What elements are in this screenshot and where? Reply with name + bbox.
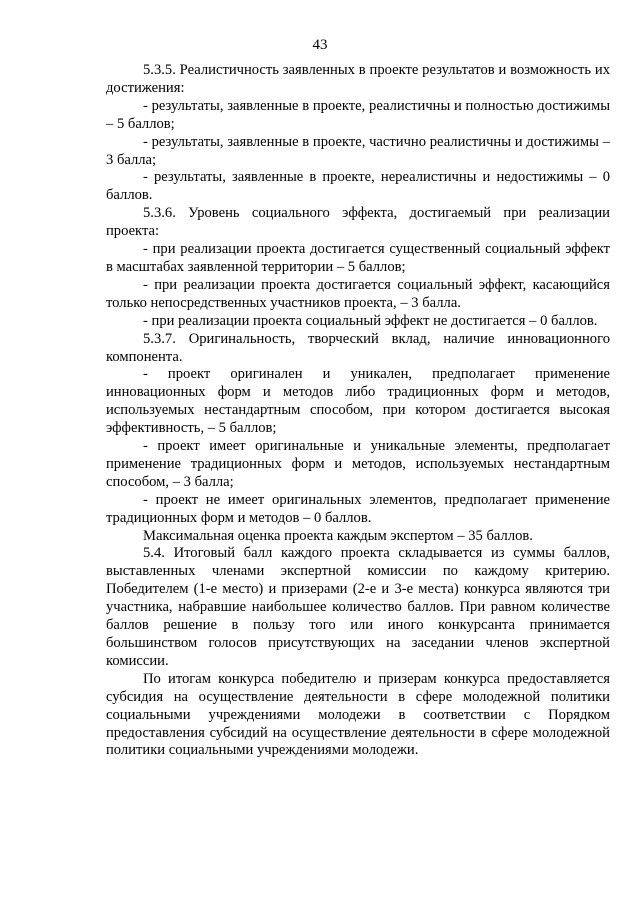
paragraph-list-item: - проект не имеет оригинальных элементов, предполагает применение традиционных форм и методов – 0 баллов. <box>106 491 610 526</box>
paragraph-list-item: - результаты, заявленные в проекте, реалистичны и полностью достижимы – 5 баллов; <box>106 97 610 132</box>
paragraph-5-3-7-heading: 5.3.7. Оригинальность, творческий вклад, наличие инновационного компонента. <box>106 330 610 365</box>
paragraph-list-item: - результаты, заявленные в проекте, частично реалистичны и достижимы – 3 балла; <box>106 133 610 168</box>
paragraph-list-item: - при реализации проекта достигается социальный эффект, касающийся только непосредственных участников проекта, – 3 балла. <box>106 276 610 311</box>
paragraph-list-item: - при реализации проекта достигается существенный социальный эффект в масштабах заявленной территории – 5 баллов; <box>106 241 610 275</box>
paragraph-5-3-5-heading: 5.3.5. Реалистичность заявленных в проекте результатов и возможность их достижения: <box>106 62 610 96</box>
paragraph-results-subsidy: По итогам конкурса победителю и призерам конкурса предоставляется субсидия на осуществление деятельности в сфере молодежной политики социальными учреждениями молодежи в соответствии с Порядком предоставления субсидий на осуществление деятельности в сфере молодежной политики социальными учреждениями молодежи. <box>106 670 610 759</box>
paragraph-list-item: - проект имеет оригинальные и уникальные элементы, предполагает применение традиционных форм и методов, используемых нестандартным способом, – 3 балла; <box>106 438 610 490</box>
paragraph-max-score: Максимальная оценка проекта каждым экспертом – 35 баллов. <box>143 527 533 544</box>
page-number: 43 <box>312 37 328 53</box>
paragraph-list-item: - при реализации проекта социальный эффект не достигается – 0 баллов. <box>143 312 598 329</box>
paragraph-list-item: - проект оригинален и уникален, предполагает применение инновационных форм и методов либо традиционных форм и методов, используемых нестандартным способом, при котором достигается высокая эффективность, – 5 баллов; <box>106 366 610 437</box>
paragraph-5-4: 5.4. Итоговый балл каждого проекта складывается из суммы баллов, выставленных членами экспертной комиссии по каждому критерию. Победителем (1-е место) и призерами (2-е и 3-е места) конкурса являются три участника, набравшие наибольшее количество баллов. При равном количестве баллов решение в пользу того или иного конкурсанта принимается большинством голосов присутствующих на заседании членов экспертной комиссии. <box>106 545 610 669</box>
paragraph-list-item: - результаты, заявленные в проекте, нереалистичны и недостижимы – 0 баллов. <box>106 169 610 204</box>
paragraph-5-3-6-heading: 5.3.6. Уровень социального эффекта, достигаемый при реализации проекта: <box>106 205 610 240</box>
document-body <box>106 62 610 760</box>
